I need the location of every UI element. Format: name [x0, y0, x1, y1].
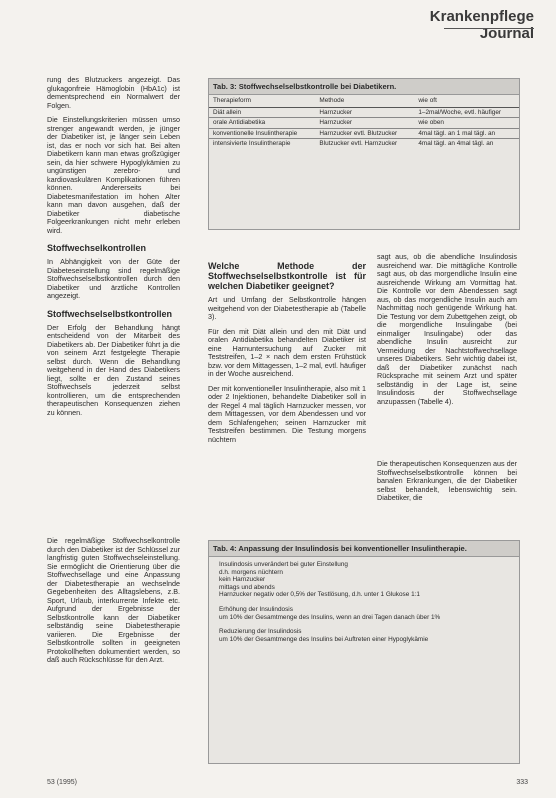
table-line: Insulindosis unverändert bei guter Einstellung: [219, 561, 348, 568]
paragraph: Die therapeutischen Konsequenzen aus der Stoffwechselselbstkontrolle können bei banalen Erkrankungen, die der Diabetiker selbst behandelt, lebenswichtig sein. Diabetiker, die: [377, 459, 517, 502]
table-header: Methode: [315, 95, 414, 107]
running-header: [430, 8, 534, 42]
table-line: Reduzierung der Insulindosis: [219, 628, 302, 636]
table-cell: 4mal tägl. an 1 mal tägl. an: [414, 128, 519, 139]
column-1: [47, 76, 180, 423]
table-cell: Harnzucker: [315, 118, 414, 129]
table-cell: orale Antidiabetika: [209, 118, 315, 129]
table-cell: 1–2mal/Woche, evtl. häufiger: [418, 108, 502, 116]
table-header: wie oft: [414, 95, 519, 107]
header-rule: [444, 28, 534, 29]
table-cell: intensivierte Insulintherapie: [209, 139, 315, 149]
table-row: [209, 107, 519, 118]
table-row: [209, 139, 519, 149]
section-heading: Stoffwechselselbstkontrollen: [47, 308, 173, 319]
table-block: [219, 561, 509, 599]
table-header: Therapieform: [209, 95, 315, 107]
paragraph: Für den mit Diät allein und den mit Diät und oralen Antidiabetika behandelten Diabetiker ist eine Harnuntersuchung auf Zucker mit Teststreifen, 1–2 × nach dem ersten Frühstück bzw. vor dem Mittagessen, 1–2 mal, evtl. häufiger in der Woche ausreichend.: [208, 326, 366, 378]
table-block: [219, 606, 509, 621]
table-line: Harnzucker negativ oder 0,5% der Testlösung, d.h. unter 1 Glukose 1:1: [219, 591, 420, 599]
table-row: [209, 118, 519, 129]
table-cell: konventionelle Insulintherapie: [209, 128, 315, 139]
table-title: Tab. 4: Anpassung der Insulindosis bei konventioneller Insulintherapie.: [209, 541, 519, 557]
table-cell: Harnzucker: [319, 108, 353, 116]
section-title: Krankenpflege: [429, 8, 534, 25]
table-line: mittags und abends: [219, 583, 275, 591]
table-cell: wie oben: [414, 118, 519, 129]
table-block: [219, 628, 509, 643]
table-cell: 4mal tägl. an 4mal tägl. an: [414, 139, 519, 149]
table-3: [208, 78, 520, 230]
paragraph: Der mit konventioneller Insulintherapie, also mit 1 oder 2 Injektionen, behandelte Diabetiker soll in der Regel 4 mal täglich Harnzucker messen, vor dem Mittagessen, vor dem Abendessen und vor dem Schlafengehen; seinen Harnzucker mit Teststreifen bestimmen. Die Testung morgens nüchtern: [208, 383, 366, 444]
table-row: [209, 128, 519, 139]
table-cell: Diät allein: [213, 108, 242, 116]
page-number: 333: [516, 779, 528, 786]
table-line: kein Harnzucker: [219, 576, 266, 584]
table-line: um 10% der Gesamtmenge des Insulins, wenn an drei Tagen danach über 1%: [219, 613, 441, 621]
table-line: d.h. morgens nüchtern: [219, 568, 283, 576]
paragraph: Art und Umfang der Selbstkontrolle hängen weitgehend von der Diabetestherapie ab (Tabelle 3).: [208, 295, 366, 321]
column-2: [208, 253, 366, 450]
paragraph: sagt aus, ob die abendliche Insulindosis ausreichend war. Die mittägliche Kontrolle sagt aus, ob das morgendliche Insulin eine ausreichende Wirkung am Vormittag hat. Die Kontrolle vor dem Abendessen sagt aus, ob das morgendliche Insulin auch am Nachmittag noch genügende Wirkung hat. Die Testung vor dem Zubettgehen zeigt, ob die morgendliche Insulingabe (bei einmaliger Insulingabe) oder das abendliche Insulin ausreicht zur Vermeidung der Nachtstoffwechsellage unseres Diabetikers. Sehr wichtig dabei ist, daß der Diabetiker zunächst nach Rücksprache mit seinem Arzt und später selbständig in der Lage ist, seine Insulindosis der Stoffwechsellage anzupassen (Tabelle 4).: [377, 252, 517, 406]
column-3-lower: [377, 460, 517, 509]
table-line: um 10% der Gesamtmenge des Insulins bei Auftreten einer Hypoglykämie: [219, 635, 429, 643]
paragraph: In Abhängigkeit von der Güte der Diabeteseinstellung sind regelmäßige Stoffwechselselbstkontrollen durch den Diabetiker und ärztliche Kontrollen angezeigt.: [47, 257, 180, 300]
table-title: Tab. 3: Stoffwechselselbstkontrolle bei Diabetikern.: [209, 79, 519, 95]
table-4: [208, 540, 520, 764]
journal-title: Journal: [479, 25, 534, 42]
footer-left: 53 (1995): [47, 779, 77, 786]
table-line: Erhöhung der Insulindosis: [219, 605, 293, 613]
paragraph: Der Erfolg der Behandlung hängt entscheidend von der Mitarbeit des Diabetikers ab. Der Diabetiker führt ja die von seinem Arzt festgelegte Therapie selbst durch. Wenn die Behandlung weitgehend in der Hand des Diabetikers liegt, sollte er den Zustand seines Stoffwechsels jederzeit selbst kontrollieren, um die entsprechenden therapeutischen Konsequenzen ziehen zu können.: [47, 322, 180, 417]
column-3: [377, 253, 517, 412]
paragraph: Die Einstellungskriterien müssen umso strenger angewandt werden, je jünger der Diabetiker ist, je länger sein Leben ist, das er noch vor sich hat. Bei alten Diabetikern kann man etwas großzügiger sein, da hier schwere Hypoglykämien zu ungünstigen zerebro- und kardiovaskulären Komplikationen führen können. Andererseits bei Diabetesmanifestation im hohen Alter kann man davon ausgehen, daß der Diabetiker diabetische Folgeerkrankungen nicht mehr erleben wird.: [47, 115, 180, 235]
paragraph: rung des Blutzuckers angezeigt. Das glukagonfreie Hämoglobin (HbA1c) ist dementsprechend ein Normalwert der Folgen.: [47, 75, 180, 110]
table-cell: Blutzucker evtl. Harnzucker: [315, 139, 414, 149]
section-heading: Stoffwechselkontrollen: [47, 243, 147, 253]
table-cell: Harnzucker evtl. Blutzucker: [315, 128, 414, 139]
table-4-body: [209, 557, 519, 654]
column-1-lower: [47, 537, 180, 671]
section-heading: Welche Methode der Stoffwechselselbstkontrolle ist für welchen Diabetiker geeignet?: [208, 261, 366, 291]
table-3-grid: [209, 95, 519, 149]
paragraph: Die regelmäßige Stoffwechselkontrolle durch den Diabetiker ist der Schlüssel zur langfristig guten Stoffwechseleinstellung. Sie ermöglicht die Orientierung über die Stoffwechsellage und eine Anpassung der Diabetestherapie an wechselnde Gegebenheiten des Alltagslebens, z.B. Sport, Urlaub, interkurrente Infekte etc. Aufgrund der Ergebnisse der Selbstkontrolle kann der Diabetiker selbständig seine Diabetestherapie variieren. Die Ergebnisse der Selbstkontrolle sollten in geeigneten Protokollheften dokumentiert werden, so daß auch Rückschlüsse für den Arzt.: [47, 536, 180, 664]
